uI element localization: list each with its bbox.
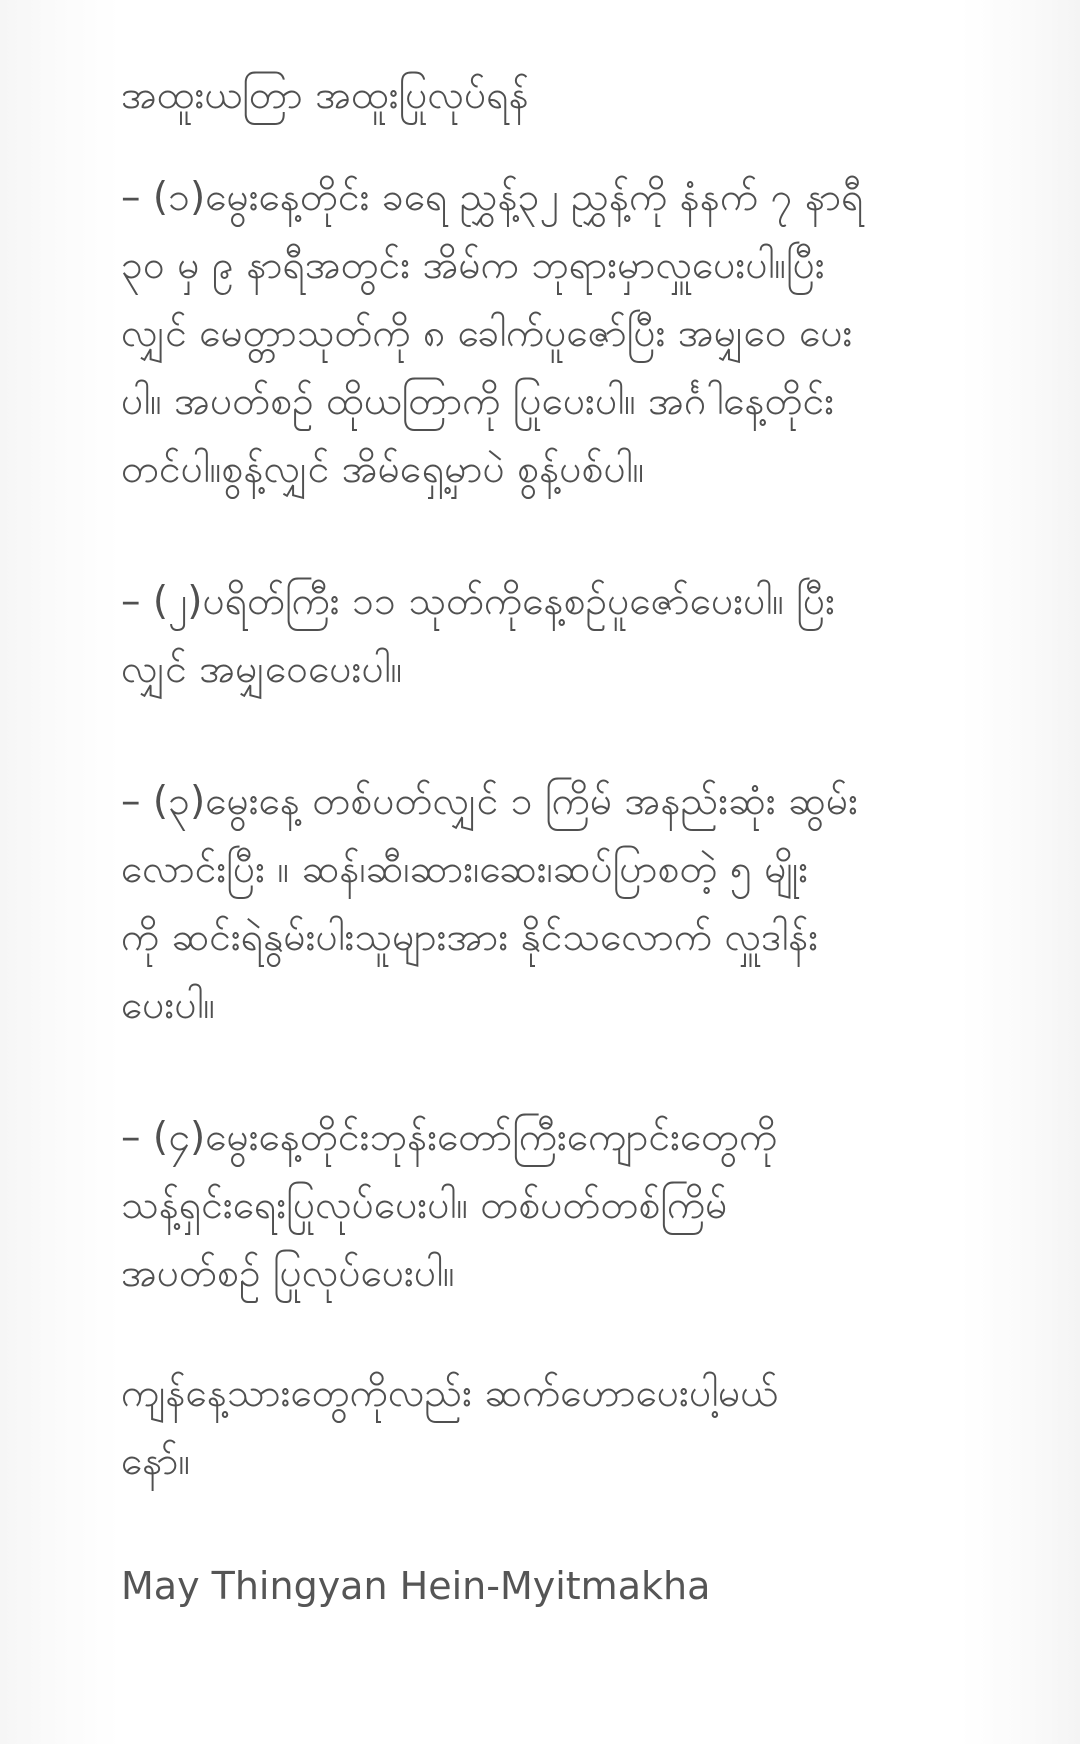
list-item [121,768,1021,1040]
item-1-line-2: ၃၀ မှ ၉ နာရီအတွင်း အိမ်က ဘုရားမှာလှူပေးပါ။ပြီး [121,243,825,288]
item-3-line-2: လောင်းပြီး ။ ဆန်၊ဆီ၊ဆား၊ဆေး၊ဆပ်ပြာစတဲ့ ၅ မျိုး [121,847,809,892]
list-item [121,164,1021,504]
item-2-line-2: လျှင် အမျှဝေပေးပါ။ [121,647,403,692]
list-item [121,568,1021,704]
closing-line-2: နော်။ [121,1439,191,1484]
closing-line-1: ကျန်နေ့သားတွေကိုလည်း ဆက်ဟောပေးပါ့မယ် [121,1371,779,1416]
list-item [121,1104,1021,1308]
post-heading: အထူးယတြာ အထူးပြုလုပ်ရန် [121,73,529,118]
post-content [121,62,1021,1616]
item-3-line-4: ပေးပါ။ [121,983,216,1028]
item-1-line-4: ပါ။ အပတ်စဉ် ထိုယတြာကို ပြုပေးပါ။ အင်္ဂါနေ့တိုင်း [121,379,835,424]
item-1-line-1: – (၁)မွေးနေ့တိုင်း ခရေ ညွှန့်၃၂ ညွှန့်ကို နံနက် ၇ နာရီ [121,175,864,220]
item-4-line-1: – (၄)မွေးနေ့တိုင်းဘုန်းတော်ကြီးကျောင်းတွေကို [121,1115,778,1160]
item-4-line-3: အပတ်စဉ် ပြုလုပ်ပေးပါ။ [121,1251,455,1296]
item-3-line-3: ကို ဆင်းရဲနွမ်းပါးသူများအား နိုင်သလောက် လှူဒါန်း [121,915,819,960]
author-signature: May Thingyan Hein-Myitmakha [121,1564,711,1608]
item-2-line-1: – (၂)ပရိတ်ကြီး ၁၁ သုတ်ကိုနေ့စဉ်ပူဇော်ပေးပါ။ ပြီး [121,579,835,624]
item-1-line-3: လျှင် မေတ္တာသုတ်ကို ၈ ခေါက်ပူဇော်ပြီး အမျှဝေ ပေး [121,311,853,356]
item-3-line-1: – (၃)မွေးနေ့ တစ်ပတ်လျှင် ၁ ကြိမ် အနည်းဆုံး ဆွမ်း [121,779,859,824]
item-1-line-5: တင်ပါ။စွန့်လျှင် အိမ်ရှေ့မှာပဲ စွန့်ပစ်ပါ။ [121,447,645,492]
item-4-line-2: သန့်ရှင်းရေးပြုလုပ်ပေးပါ။ တစ်ပတ်တစ်ကြိမ် [121,1183,728,1228]
closing-paragraph [121,1360,1021,1496]
